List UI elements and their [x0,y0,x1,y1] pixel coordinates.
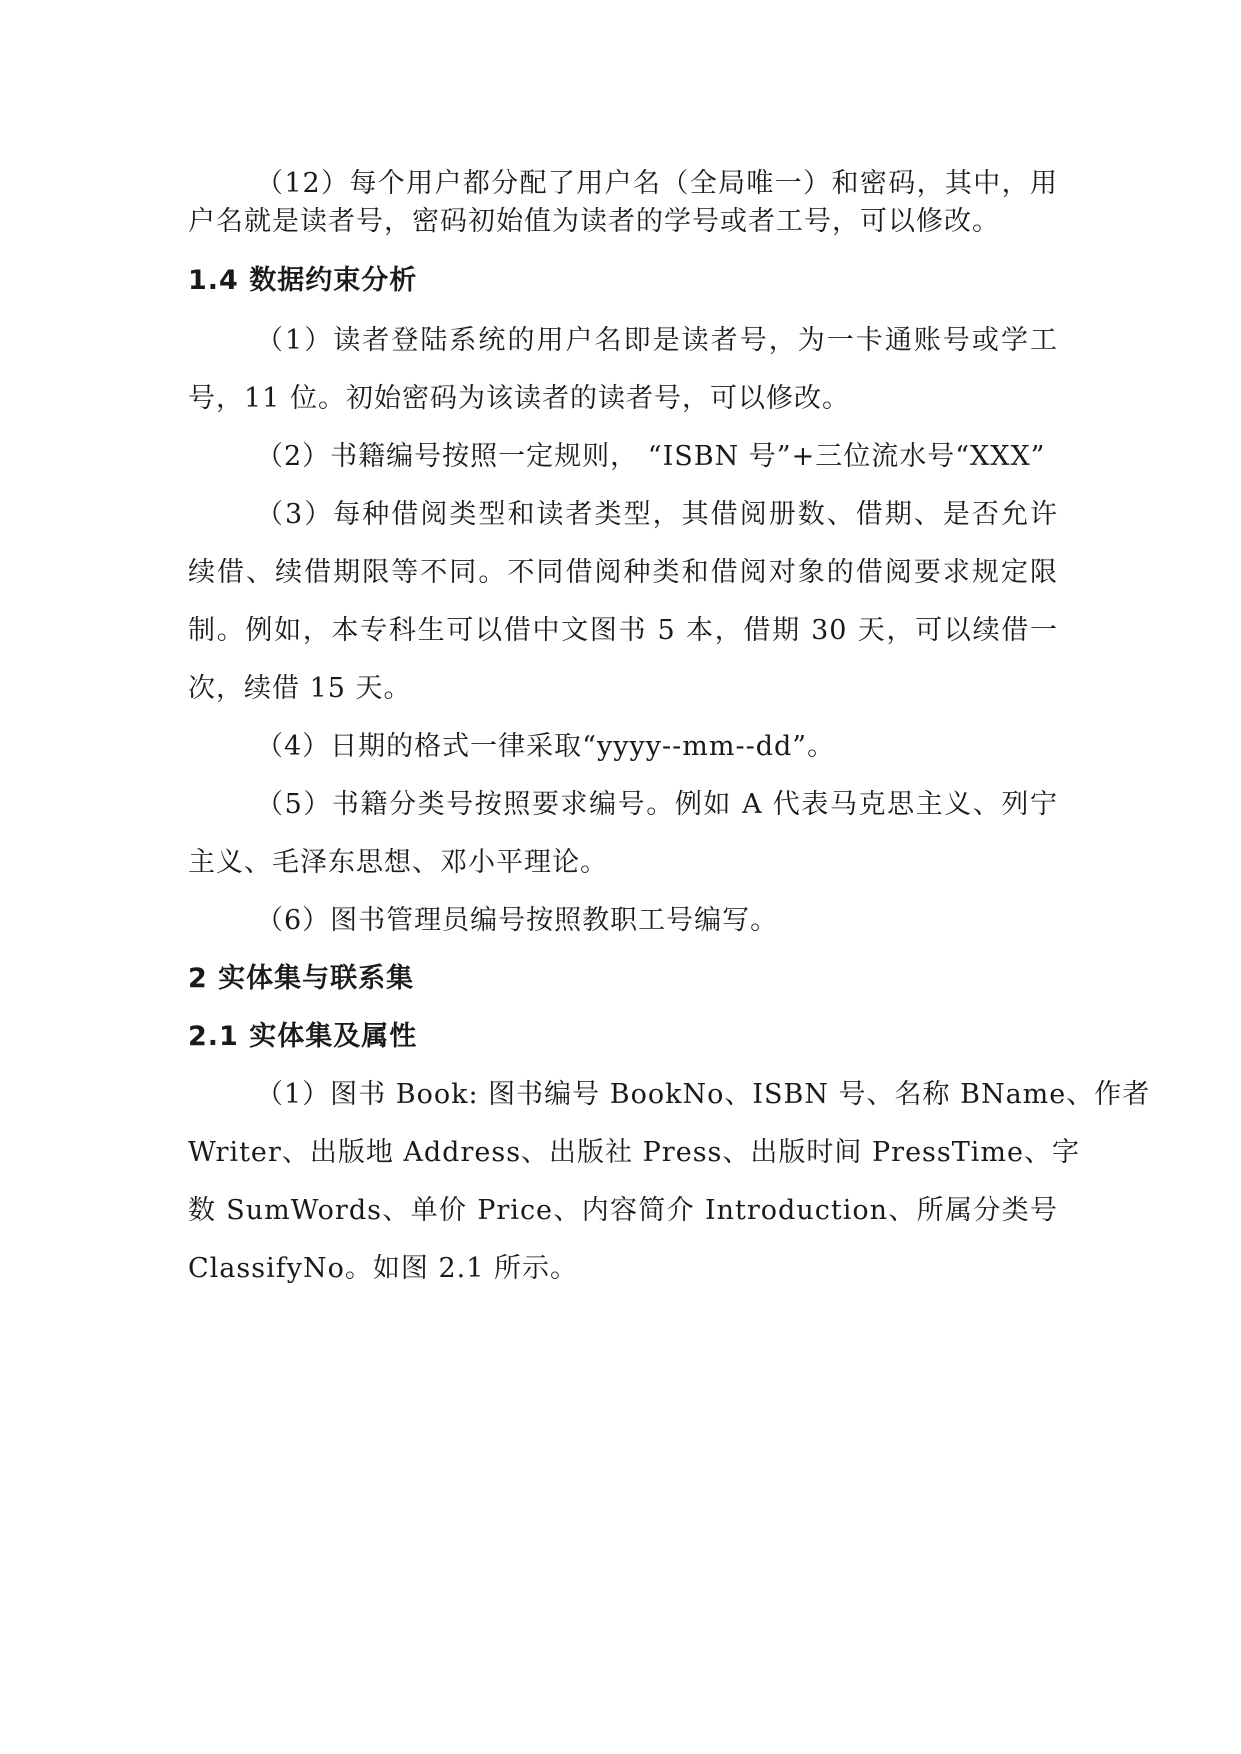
paragraph-line: （5）书籍分类号按照要求编号。例如 A 代表马克思主义、列宁 [256,789,1058,820]
paragraph-line: 续借、续借期限等不同。不同借阅种类和借阅对象的借阅要求规定限 [188,557,1058,588]
section-heading-1-4: 1.4 数据约束分析 [188,265,418,296]
paragraph-line: 数 SumWords、单价 Price、内容简介 Introduction、所属分类号 [188,1195,1058,1226]
section-heading-2-1: 2.1 实体集及属性 [188,1021,418,1052]
paragraph-line: （1）图书 Book: 图书编号 BookNo、ISBN 号、名称 BName、作者 [256,1079,1151,1110]
paragraph-line: （1）读者登陆系统的用户名即是读者号，为一卡通账号或学工 [256,325,1058,356]
paragraph-line: Writer、出版地 Address、出版社 Press、出版时间 PressTime、字 [188,1137,1080,1168]
paragraph-line: （4）日期的格式一律采取“yyyy--mm--dd”。 [256,731,836,762]
paragraph-line: 主义、毛泽东思想、邓小平理论。 [188,847,608,878]
paragraph-line: （12）每个用户都分配了用户名（全局唯一）和密码，其中，用 [256,168,1058,199]
paragraph-line: （6）图书管理员编号按照教职工号编写。 [256,905,779,936]
section-heading-2: 2 实体集与联系集 [188,963,415,994]
paragraph-line: 制。例如，本专科生可以借中文图书 5 本，借期 30 天，可以续借一 [188,615,1058,646]
paragraph-line: 户名就是读者号，密码初始值为读者的学号或者工号，可以修改。 [188,206,1000,237]
paragraph-line: （3）每种借阅类型和读者类型，其借阅册数、借期、是否允许 [256,499,1058,530]
paragraph-line: ClassifyNo。如图 2.1 所示。 [188,1253,578,1284]
paragraph-line: 次，续借 15 天。 [188,673,412,704]
paragraph-line: （2）书籍编号按照一定规则， “ISBN 号”+三位流水号“XXX” [256,441,1046,472]
paragraph-line: 号，11 位。初始密码为该读者的读者号，可以修改。 [188,383,850,414]
